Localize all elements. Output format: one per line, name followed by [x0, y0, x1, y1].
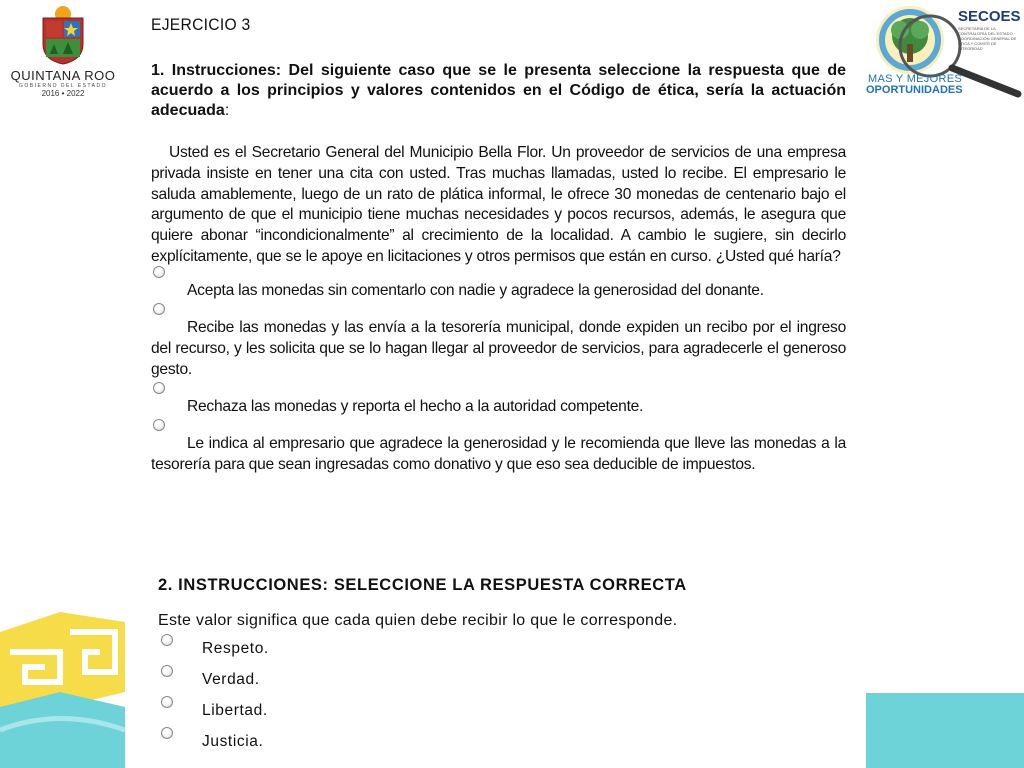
slogan-line-2: OPORTUNIDADES	[866, 84, 963, 96]
case-option-label: Recibe las monedas y las envía a la tesorería municipal, donde expiden un recibo por el ingreso del recurso, y les solicita que se lo hagan llegar al proveedor de servicios, para agradecerle el generoso gesto.	[151, 318, 846, 378]
logo-government-label: GOBIERNO DEL ESTADO	[19, 83, 107, 89]
answer-option-respeto[interactable]	[158, 634, 848, 665]
section-2-title: 2. INSTRUCCIONES: SELECCIONE LA RESPUESTA CORRECTA	[158, 576, 687, 594]
answer-option-label: Justicia.	[202, 733, 264, 750]
case-text: Usted es el Secretario General del Municipio Bella Flor. Un proveedor de servicios de una empresa privada insiste en tener una cita con usted. Tras muchas llamadas, usted lo recibe. El empresario le saluda amablemente, luego de un rato de plática informal, le ofrece 30 monedas de centenario bajo el argumento de que el municipio tiene muchas necesidades y pocos recursos, además, le asegura que quiere abonar “incondicionalmente” al crecimiento de la localidad. A cambio le sugiere, sin decirlo explícitamente, que se le apoye en licitaciones y otros permisos que están en curso. ¿Usted qué haría?	[151, 144, 846, 265]
instructions-1	[151, 61, 846, 121]
mayan-pattern-decoration	[0, 612, 125, 768]
case-option-label: Rechaza las monedas y reporta el hecho a la autoridad competente.	[187, 397, 644, 415]
section-2	[158, 576, 848, 758]
answer-option-label: Verdad.	[202, 671, 260, 688]
case-option-label: Le indica al empresario que agradece la generosidad y le recomienda que lleve las monedas a la tesorería para que sean ingresadas como donativo y que eso sea deducible de impuestos.	[151, 434, 846, 473]
answer-option-verdad[interactable]	[158, 665, 848, 696]
radio-button[interactable]	[161, 665, 173, 677]
logo-state-name: QUINTANA ROO	[10, 68, 116, 83]
radio-button[interactable]	[153, 303, 165, 315]
answer-option-justicia[interactable]	[158, 727, 848, 758]
teal-corner-block	[866, 693, 1024, 768]
answer-option-label: Respeto.	[202, 640, 269, 657]
radio-button[interactable]	[161, 634, 173, 646]
radio-button[interactable]	[153, 382, 165, 394]
logo-years: 2016 • 2022	[41, 89, 85, 98]
secoes-logo	[858, 0, 1024, 104]
secoes-subtitle: SECRETARÍA DE LA CONTRALORÍA DEL ESTADO · COORDINACIÓN GENERAL DE ÉTICA Y COMITÉ DE INTEGRIDAD	[958, 26, 1017, 51]
quintana-roo-logo	[8, 4, 118, 108]
radio-button[interactable]	[153, 266, 165, 278]
answer-option-label: Libertad.	[202, 702, 268, 719]
radio-button[interactable]	[161, 696, 173, 708]
case-option-label: Acepta las monedas sin comentarlo con nadie y agradece la generosidad del donante.	[187, 281, 764, 299]
exercise-content	[151, 15, 846, 475]
section-2-question: Este valor significa que cada quien debe recibir lo que le corresponde.	[158, 612, 678, 629]
exercise-title: EJERCICIO 3	[151, 15, 251, 34]
slogan-line-1: MAS Y MEJORES	[868, 73, 962, 85]
radio-button[interactable]	[161, 727, 173, 739]
case-option-1[interactable]	[151, 270, 846, 301]
instructions-1-text: 1. Instrucciones: Del siguiente caso que se le presenta seleccione la respuesta que de acuerdo a los principios y valores contenidos en el Código de ética, sería la actuación adecuada	[151, 62, 846, 119]
answer-option-libertad[interactable]	[158, 696, 848, 727]
coat-of-arms-icon	[38, 4, 88, 66]
instructions-1-colon: :	[224, 102, 230, 119]
case-option-2[interactable]	[151, 307, 846, 380]
secoes-title: SECOES	[958, 8, 1021, 25]
radio-button[interactable]	[153, 419, 165, 431]
case-option-4[interactable]	[151, 423, 846, 475]
case-option-3[interactable]	[151, 386, 846, 417]
